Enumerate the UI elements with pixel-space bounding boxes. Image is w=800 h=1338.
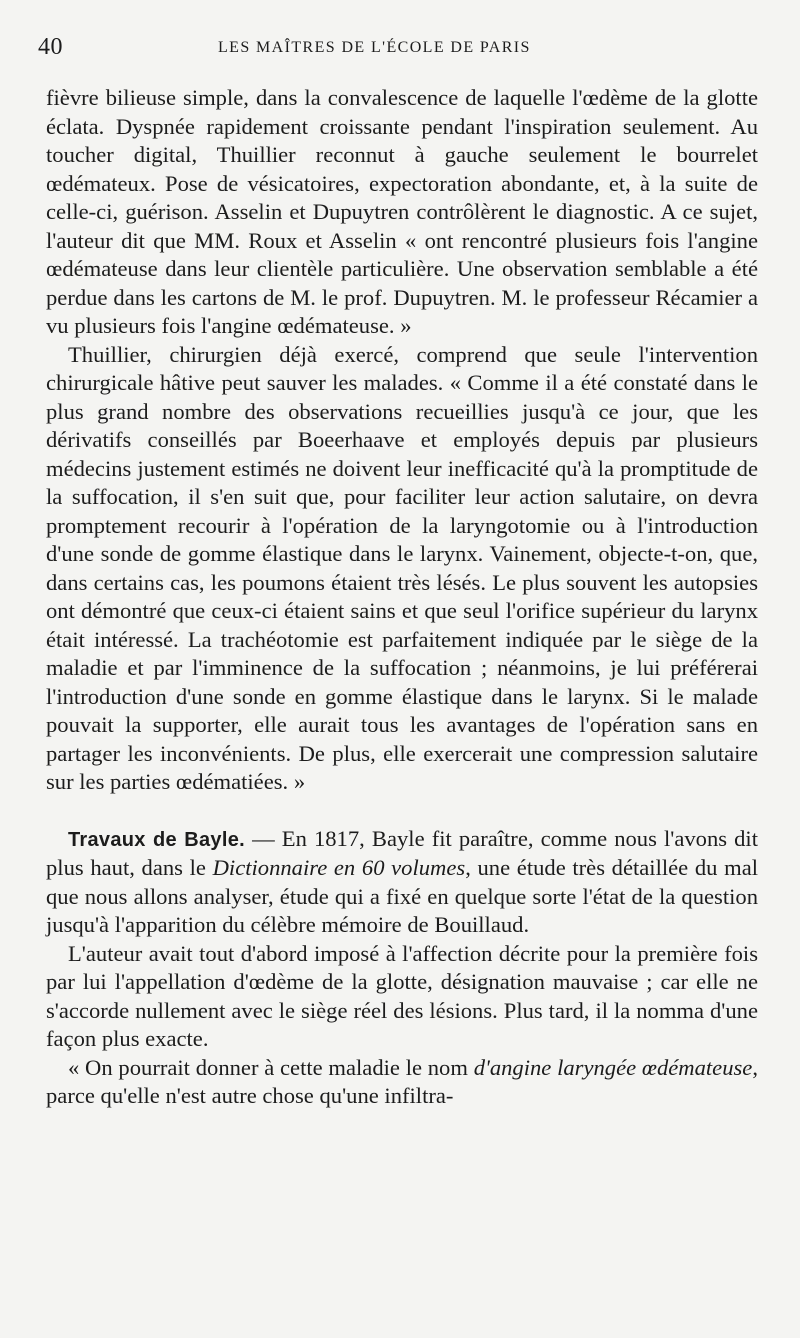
paragraph-5 <box>46 1054 758 1111</box>
section-heading: Travaux de Bayle. <box>68 828 245 851</box>
page-header <box>38 30 758 66</box>
paragraph-1: fièvre bilieuse simple, dans la convalescence de laquelle l'œdème de la glotte éclata. Dyspnée rapidement croissante pendant l'inspiration seulement. Au toucher digital, Thuillier reconnut à gauche seulement le bourrelet œdémateux. Pose de vésicatoires, expectoration abondante, et, à la suite de celle-ci, guérison. Asselin et Dupuytren contrôlèrent le diagnostic. A ce sujet, l'auteur dit que MM. Roux et Asselin « ont rencontré plusieurs fois l'angine œdémateuse dans leur clientèle particulière. Une observation semblable a été perdue dans les cartons de M. le prof. Dupuytren. M. le professeur Récamier a vu plusieurs fois l'angine œdémateuse. » <box>46 85 758 338</box>
paragraph-5-text-a: « On pourrait donner à cette maladie le nom <box>68 1054 474 1080</box>
paragraph-5-text-b: , parce qu'elle n'est autre chose qu'une infiltra- <box>46 1054 758 1108</box>
paragraph-2: Thuillier, chirurgien déjà exercé, comprend que seule l'intervention chirurgicale hâtive peut sauver les malades. « Comme il a été constaté dans le plus grand nombre des observations recueillies jusqu'à ce jour, que les dérivatifs conseillés par Boeerhaave et employés depuis par plusieurs médecins justement estimés ne doivent leur inefficacité qu'à la promptitude de la suffocation, il s'en suit que, pour faciliter leur action salutaire, on devra promptement recourir à l'opération de la laryngotomie ou à l'introduction d'une sonde de gomme élastique dans le larynx. Vainement, objecte-t-on, que, dans certains cas, les poumons étaient très lésés. Le plus souvent les autopsies ont démontré que ceux-ci étaient sains et que seul l'orifice supérieur du larynx était intéressé. La trachéotomie est parfaitement indiquée par le siège de la maladie et par l'imminence de la suffocation ; néanmoins, je lui préférerai l'introduction d'une sonde en gomme élastique dans le larynx. Si le malade pouvait la supporter, elle aurait tous les avantages de l'opération sans en partager les inconvénients. De plus, elle exercerait une compression salutaire sur les parties œdématiées. » <box>46 341 758 794</box>
page-number: 40 <box>38 34 63 60</box>
paragraph-5-italic: d'angine laryngée œdémateuse <box>473 1054 753 1080</box>
paragraph-3-italic: Dictionnaire en 60 volumes <box>212 855 466 880</box>
paragraph-3-text-a: — En 1817, Bayle fit paraître, comme nous l'avons dit plus haut, dans le <box>46 825 758 880</box>
paragraph-3 <box>46 825 758 940</box>
paragraph-4: L'auteur avait tout d'abord imposé à l'affection décrite pour la première fois par lui l'appellation d'œdème de la glotte, désignation mauvaise ; car elle ne s'accorde nullement avec le siège réel des lésions. Plus tard, il la nomma d'une façon plus exacte. <box>46 940 758 1051</box>
paragraph-3-text-b: , une étude très détaillée du mal que nous allons analyser, étude qui a fixé en quelque sorte l'état de la question jusqu'à l'apparition du célèbre mémoire de Bouillaud. <box>46 855 758 937</box>
body-text <box>46 84 758 1111</box>
running-title: LES MAÎTRES DE L'ÉCOLE DE PARIS <box>218 39 531 56</box>
